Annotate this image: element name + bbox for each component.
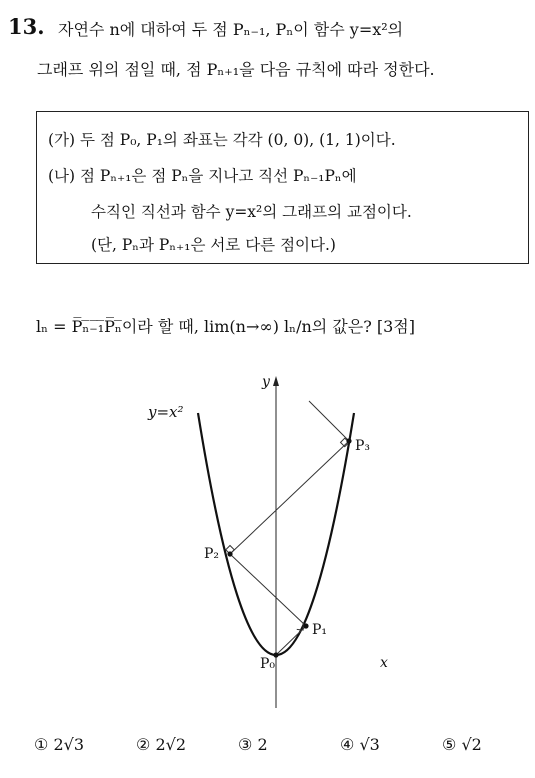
x-axis-label: x xyxy=(380,655,388,671)
choice-1-num: ① xyxy=(34,735,49,754)
point-p2-label: P₂ xyxy=(204,546,220,562)
point-p2-dot xyxy=(227,551,232,556)
choice-5-num: ⑤ xyxy=(442,735,457,754)
choice-4[interactable] xyxy=(340,735,380,754)
point-p0-label: P₀ xyxy=(260,656,276,672)
curve-label: y=x² xyxy=(148,403,184,421)
rule-na-cont: 수직인 직선과 함수 y=x²의 그래프의 교점이다. xyxy=(91,203,412,221)
choice-2-num: ② xyxy=(136,735,151,754)
rule-condition: (단, Pₙ과 Pₙ₊₁은 서로 다른 점이다.) xyxy=(91,236,336,254)
choice-3[interactable] xyxy=(238,735,268,754)
choice-4-num: ④ xyxy=(340,735,355,754)
choice-5-value: √2 xyxy=(461,735,482,754)
choice-2[interactable] xyxy=(136,735,186,754)
rule-na: (나) 점 Pₙ₊₁은 점 Pₙ을 지나고 직선 Pₙ₋₁Pₙ에 xyxy=(48,167,357,185)
segment-p1-p2 xyxy=(230,554,306,626)
y-axis-label: y xyxy=(262,374,270,390)
question-ask: lₙ = P̅ₙ̅₋̅₁̅P̅ₙ̅이라 할 때, lim(n→∞) lₙ/n의 값은? [3점] xyxy=(36,317,416,336)
choice-1-value: 2√3 xyxy=(53,735,84,754)
y-axis-arrow xyxy=(273,376,279,386)
question-stem-line2: 그래프 위의 점일 때, 점 Pₙ₊₁을 다음 규칙에 따라 정한다. xyxy=(37,60,435,79)
point-p1-dot xyxy=(303,623,308,628)
point-p3-label: P₃ xyxy=(355,438,371,454)
point-p1-label: P₁ xyxy=(312,622,328,638)
segment-p3-next xyxy=(309,401,349,441)
choice-1[interactable] xyxy=(34,735,84,754)
rule-ga: (가) 두 점 P₀, P₁의 좌표는 각각 (0, 0), (1, 1)이다. xyxy=(48,131,396,149)
choice-3-value: 2 xyxy=(257,735,268,754)
choice-4-value: √3 xyxy=(359,735,380,754)
question-stem-line1: 자연수 n에 대하여 두 점 Pₙ₋₁, Pₙ이 함수 y=x²의 xyxy=(58,20,404,39)
choice-3-num: ③ xyxy=(238,735,253,754)
choice-2-value: 2√2 xyxy=(155,735,186,754)
question-number: 13. xyxy=(8,14,45,39)
point-p3-dot xyxy=(346,438,351,443)
choice-5[interactable] xyxy=(442,735,482,754)
